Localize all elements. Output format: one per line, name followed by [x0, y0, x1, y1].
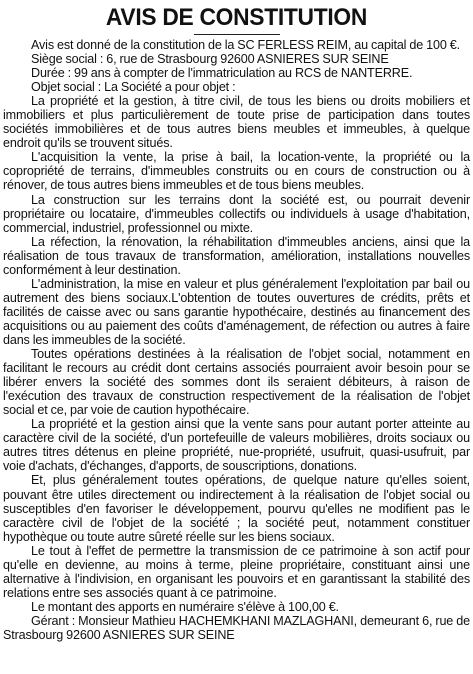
registered-office: Siège social : 6, rue de Strasbourg 92600 ASNIERES SUR SEINE — [31, 52, 389, 67]
purpose-paragraph-general: Et, plus généralement toutes opérations, de quelque nature qu'elles soient, pouvant être utiles directement ou indirectement à la réalisation de l'objet social ou susceptibles d'en favoriser le développement, pourvu qu'elles ne modifient pas le caractère civil de l'objet de la société ; la société peut, notamment constituer hypothèque ou toute autre sûreté réelle sur les biens sociaux. — [3, 473, 470, 544]
purpose-paragraph-ownership: La propriété et la gestion, à titre civil, de tous les biens ou droits mobiliers et immobiliers et plus particulièrement de toute prise de participation dans toutes sociétés immobilières et de tous autres biens meubles et immeubles, à quelque endroit qu'ils se trouvent situés. — [3, 94, 470, 151]
purpose-paragraph-construction: La construction sur les terrains dont la société est, ou pourrait devenir propriétaire ou locataire, d'immeubles collectifs ou individuels à usage d'habitation, commercial, industriel, professionnel ou mixte. — [3, 192, 470, 235]
notice-body — [3, 38, 470, 642]
purpose-paragraph-administration: L'administration, la mise en valeur et plus généralement l'exploitation par bail ou autrement des biens sociaux.L'obtention de toutes ouvertures de crédits, prêts et facilités de caisse avec ou sans garantie hypothécaire, destinés au financement des acquisitions ou au paiement des coûts d'aménagement, de réfection ou autres à faire dans les immeubles de la société. — [3, 276, 470, 347]
manager-statement: Gérant : Monsieur Mathieu HACHEMKHANI MAZLAGHANI, demeurant 6, rue de Strasbourg 92600 ASNIERES SUR SEINE — [3, 613, 470, 642]
purpose-paragraph-operations: Toutes opérations destinées à la réalisation de l'objet social, notamment en facilitant le recours au crédit dont certains associés pourraient avoir besoin pour se libérer envers la société des sommes dont ils seraient débiteurs, à raison de l'exécution des travaux de construction respectivement de la réalisation de l'objet social et ce, par voie de caution hypothécaire. — [3, 347, 470, 418]
purpose-paragraph-portfolio: La propriété et la gestion ainsi que la vente sans pour autant porter atteinte au caractère civil de la société, d'un portefeuille de valeurs mobilières, droits sociaux ou autres titres détenus en pleine propriété, nue-propriété, usufruit, quasi-usufruit, par voie d'achats, d'échanges, d'apports, de souscriptions, donations. — [3, 417, 470, 474]
purpose-paragraph-renovation: La réfection, la rénovation, la réhabilitation d'immeubles anciens, ainsi que la réalisation de tous travaux de transformation, amélioration, installations nouvelles conformément à leur destination. — [3, 234, 470, 277]
contribution-amount: Le montant des apports en numéraire s'élève à 100,00 €. — [31, 599, 339, 614]
purpose-paragraph-acquisition: L'acquisition la vente, la prise à bail, la location-vente, la propriété ou la copropriété de terrains, d'immeubles construits ou en cours de construction ou à rénover, de tous autres biens immeubles et de tous biens meubles. — [3, 150, 470, 193]
notice-title: AVIS DE CONSTITUTION — [105, 4, 368, 31]
title-divider — [194, 34, 280, 35]
corporate-purpose-heading: Objet social : La Société a pour objet : — [31, 80, 236, 95]
purpose-paragraph-transmission: Le tout à l'effet de permettre la transmission de ce patrimoine à son actif pour qu'elle en devienne, au moins à terme, pleine propriétaire, constituant ainsi une alternative à l'indivision, en organisant les pouvoirs et en garantissant la stabilité des relations entre ses associés quant à ce patrimoine. — [3, 543, 470, 600]
duration: Durée : 99 ans à compter de l'immatriculation au RCS de NANTERRE. — [31, 66, 413, 81]
capital-statement: Avis est donné de la constitution de la SC FERLESS REIM, au capital de 100 €. — [31, 38, 460, 52]
